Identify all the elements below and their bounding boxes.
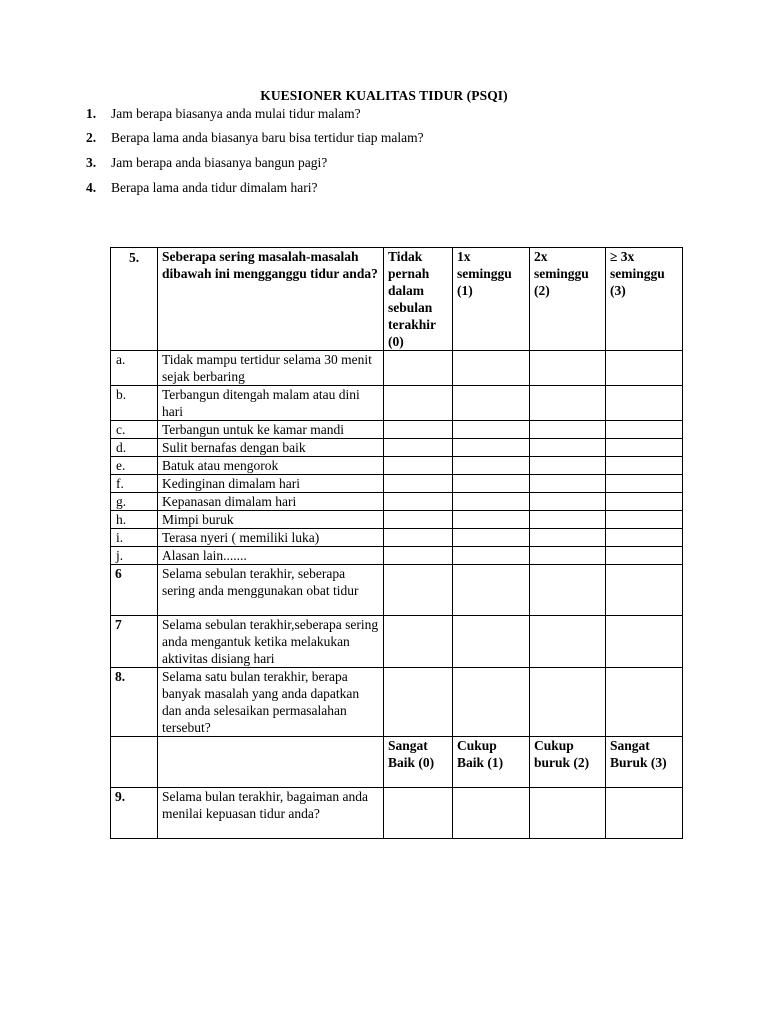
question-8-row [111, 668, 683, 737]
answer-cell[interactable] [606, 547, 683, 565]
answer-cell[interactable] [530, 511, 606, 529]
answer-cell[interactable] [453, 386, 530, 421]
empty-cell [158, 737, 384, 788]
question-6-row [111, 565, 683, 616]
answer-cell[interactable] [384, 565, 453, 616]
item-text: Terasa nyeri ( memiliki luka) [158, 529, 384, 547]
answer-cell[interactable] [384, 439, 453, 457]
answer-cell[interactable] [453, 493, 530, 511]
item-label: f. [111, 475, 158, 493]
answer-cell[interactable] [453, 421, 530, 439]
table-row [111, 351, 683, 386]
rating-col-2: Cukup buruk (2) [530, 737, 606, 788]
answer-cell[interactable] [453, 511, 530, 529]
question-number: 3. [86, 155, 97, 170]
answer-cell[interactable] [453, 565, 530, 616]
answer-cell[interactable] [530, 493, 606, 511]
answer-cell[interactable] [384, 547, 453, 565]
answer-cell[interactable] [530, 529, 606, 547]
item-text: Sulit bernafas dengan baik [158, 439, 384, 457]
question-text: Selama satu bulan terakhir, berapa banyak masalah yang anda dapatkan dan anda selesaikan permasalahan tersebut? [158, 668, 384, 737]
answer-cell[interactable] [606, 668, 683, 737]
question-text: Selama sebulan terakhir, seberapa sering anda menggunakan obat tidur [158, 565, 384, 616]
answer-cell[interactable] [453, 439, 530, 457]
header-col-3: ≥ 3x seminggu (3) [606, 248, 683, 351]
answer-cell[interactable] [606, 529, 683, 547]
table-row [111, 439, 683, 457]
answer-cell[interactable] [606, 421, 683, 439]
answer-cell[interactable] [606, 457, 683, 475]
answer-cell[interactable] [530, 457, 606, 475]
item-text: Alasan lain....... [158, 547, 384, 565]
item-label: b. [111, 386, 158, 421]
table-row [111, 547, 683, 565]
question-number: 8. [111, 668, 158, 737]
answer-cell[interactable] [384, 529, 453, 547]
answer-cell[interactable] [606, 616, 683, 668]
question-number: 9. [111, 788, 158, 839]
answer-cell[interactable] [606, 386, 683, 421]
answer-cell[interactable] [453, 547, 530, 565]
answer-cell[interactable] [530, 788, 606, 839]
page-title: KUESIONER KUALITAS TIDUR (PSQI) [260, 88, 508, 103]
answer-cell[interactable] [384, 511, 453, 529]
answer-cell[interactable] [453, 668, 530, 737]
answer-cell[interactable] [453, 475, 530, 493]
answer-cell[interactable] [384, 475, 453, 493]
answer-cell[interactable] [530, 351, 606, 386]
item-label: d. [111, 439, 158, 457]
answer-cell[interactable] [384, 616, 453, 668]
table-row [111, 457, 683, 475]
answer-cell[interactable] [453, 616, 530, 668]
answer-cell[interactable] [530, 421, 606, 439]
question-text: Selama sebulan terakhir,seberapa sering anda mengantuk ketika melakukan aktivitas disiang hari [158, 616, 384, 668]
question-2 [86, 130, 424, 146]
table-row [111, 386, 683, 421]
question-9-row [111, 788, 683, 839]
answer-cell[interactable] [606, 788, 683, 839]
table-row [111, 421, 683, 439]
answer-cell[interactable] [453, 529, 530, 547]
rating-col-3: Sangat Buruk (3) [606, 737, 683, 788]
answer-cell[interactable] [453, 788, 530, 839]
answer-cell[interactable] [384, 351, 453, 386]
question-number: 7 [111, 616, 158, 668]
item-label: g. [111, 493, 158, 511]
answer-cell[interactable] [384, 457, 453, 475]
item-label: a. [111, 351, 158, 386]
question-text: Berapa lama anda tidur dimalam hari? [111, 180, 318, 195]
question-number: 2. [86, 130, 97, 145]
header-col-0: Tidak pernah dalam sebulan terakhir (0) [384, 248, 453, 351]
answer-cell[interactable] [384, 386, 453, 421]
table-row [111, 511, 683, 529]
item-text: Tidak mampu tertidur selama 30 menit sejak berbaring [158, 351, 384, 386]
item-label: h. [111, 511, 158, 529]
table-row [111, 529, 683, 547]
answer-cell[interactable] [530, 475, 606, 493]
item-text: Batuk atau mengorok [158, 457, 384, 475]
question-7-row [111, 616, 683, 668]
item-text: Mimpi buruk [158, 511, 384, 529]
question-number: 6 [111, 565, 158, 616]
item-text: Terbangun ditengah malam atau dini hari [158, 386, 384, 421]
psqi-table [110, 247, 683, 839]
answer-cell[interactable] [530, 547, 606, 565]
answer-cell[interactable] [606, 511, 683, 529]
question-number: 1. [86, 106, 97, 121]
rating-header-row [111, 737, 683, 788]
question-text: Jam berapa biasanya anda mulai tidur malam? [111, 106, 361, 121]
header-question: Seberapa sering masalah-masalah dibawah ini mengganggu tidur anda? [158, 248, 384, 351]
rating-col-0: Sangat Baik (0) [384, 737, 453, 788]
answer-cell[interactable] [530, 386, 606, 421]
answer-cell[interactable] [384, 493, 453, 511]
question-number: 4. [86, 180, 97, 195]
answer-cell[interactable] [530, 668, 606, 737]
header-col-2: 2x seminggu (2) [530, 248, 606, 351]
empty-cell [111, 737, 158, 788]
question-1 [86, 106, 361, 122]
question-text: Jam berapa anda biasanya bangun pagi? [111, 155, 328, 170]
item-label: i. [111, 529, 158, 547]
rating-col-1: Cukup Baik (1) [453, 737, 530, 788]
answer-cell[interactable] [606, 565, 683, 616]
answer-cell[interactable] [606, 475, 683, 493]
header-col-1: 1x seminggu (1) [453, 248, 530, 351]
item-text: Kedinginan dimalam hari [158, 475, 384, 493]
question-text: Selama bulan terakhir, bagaiman anda menilai kepuasan tidur anda? [158, 788, 384, 839]
answer-cell[interactable] [384, 668, 453, 737]
question-3 [86, 155, 327, 171]
header-number: 5. [111, 248, 158, 351]
answer-cell[interactable] [606, 439, 683, 457]
item-label: c. [111, 421, 158, 439]
table-row [111, 475, 683, 493]
question-text: Berapa lama anda biasanya baru bisa tertidur tiap malam? [111, 130, 424, 145]
answer-cell[interactable] [530, 565, 606, 616]
answer-cell[interactable] [384, 788, 453, 839]
item-label: e. [111, 457, 158, 475]
answer-cell[interactable] [530, 616, 606, 668]
item-label: j. [111, 547, 158, 565]
table-header-row [111, 248, 683, 351]
answer-cell[interactable] [606, 351, 683, 386]
item-text: Kepanasan dimalam hari [158, 493, 384, 511]
answer-cell[interactable] [530, 439, 606, 457]
answer-cell[interactable] [453, 457, 530, 475]
item-text: Terbangun untuk ke kamar mandi [158, 421, 384, 439]
answer-cell[interactable] [384, 421, 453, 439]
table-row [111, 493, 683, 511]
answer-cell[interactable] [606, 493, 683, 511]
question-4 [86, 180, 318, 196]
answer-cell[interactable] [453, 351, 530, 386]
